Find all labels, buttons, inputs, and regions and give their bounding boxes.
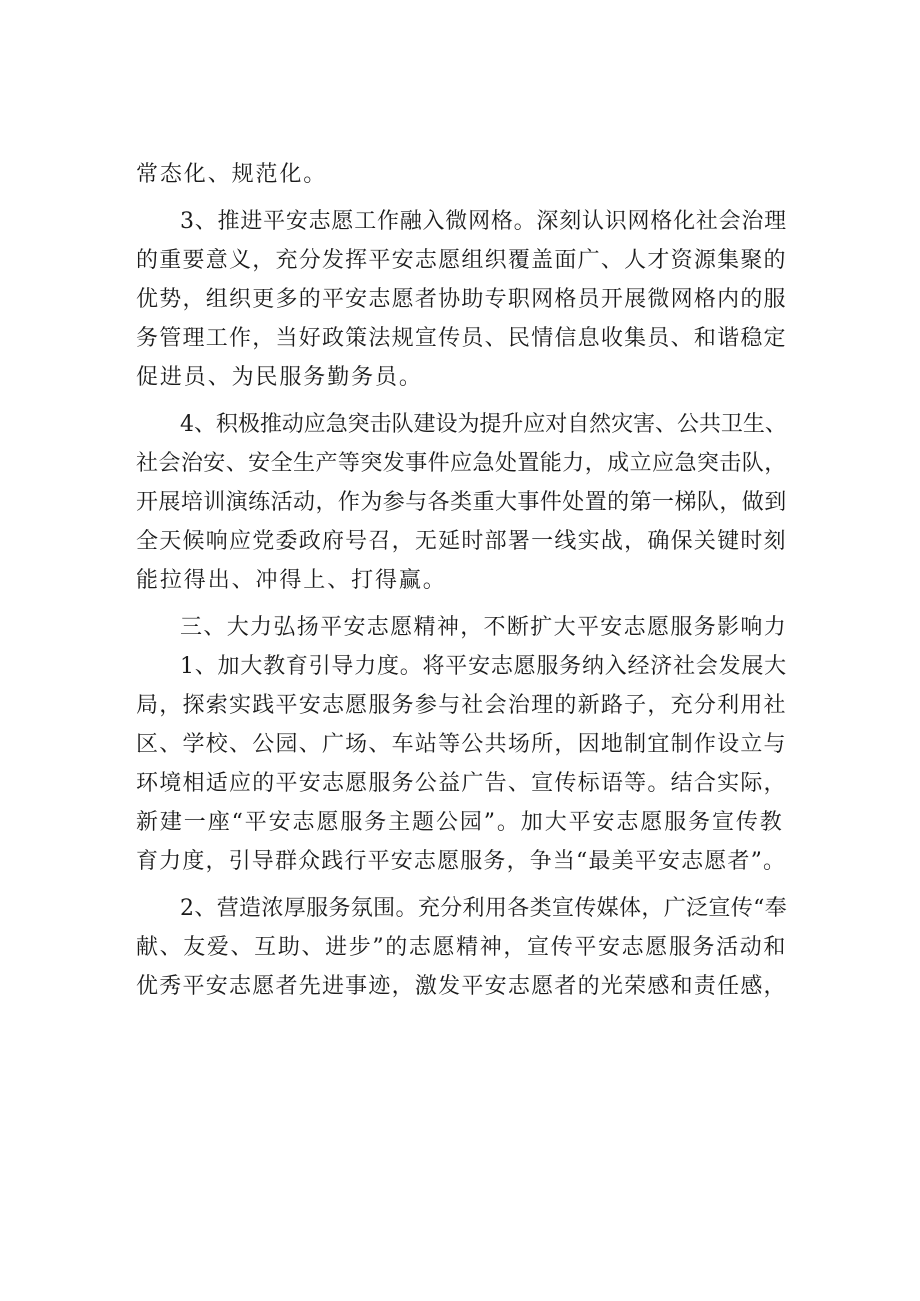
text-line: 2、营造浓厚服务氛围。充分利用各类宣传媒体，广泛宣传“奉 (180, 896, 788, 921)
document-body (136, 155, 788, 1006)
paragraph-education-guidance (136, 647, 788, 881)
text-line: 开展培训演练活动，作为参与各类重大事件处置的第一梯队，做到 (136, 490, 787, 515)
text-line: 局，探索实践平安志愿服务参与社会治理的新路子，充分利用社 (136, 693, 787, 718)
text-line: 3、推进平安志愿工作融入微网格。深刻认识网格化社会治理 (180, 209, 787, 234)
text-line: 环境相适应的平安志愿服务公益广告、宣传标语等。结合实际， (136, 771, 787, 796)
text-line: 1、加大教育引导力度。将平安志愿服务纳入经济社会发展大 (180, 654, 787, 679)
text-line: 献、友爱、互助、进步”的志愿精神，宣传平安志愿服务活动和 (136, 935, 788, 960)
text-line: 全天候响应党委政府号召，无延时部署一线实战，确保关键时刻 (136, 529, 787, 554)
paragraph-service-atmosphere (136, 889, 788, 1006)
text-line: 优秀平安志愿者先进事迹，激发平安志愿者的光荣感和责任感， (136, 974, 787, 999)
text-line: 能拉得出、冲得上、打得赢。 (136, 568, 447, 593)
section-heading-three (136, 608, 788, 647)
text-line: 社会治安、安全生产等突发事件应急处置能力，成立应急突击队， (136, 451, 787, 476)
text-line: 优势，组织更多的平安志愿者协助专职网格员开展微网格内的服 (136, 287, 787, 312)
paragraph-emergency-team (136, 405, 788, 600)
text-line: 务管理工作，当好政策法规宣传员、民情信息收集员、和谐稳定 (136, 326, 787, 351)
text-line: 区、学校、公园、广场、车站等公共场所，因地制宜制作设立与 (136, 732, 787, 757)
text-line: 4、积极推动应急突击队建设为提升应对自然灾害、公共卫生、 (180, 412, 787, 437)
text-line: 常态化、规范化。 (136, 162, 328, 187)
text-line: 促进员、为民服务勤务员。 (136, 365, 423, 390)
text-line: 的重要意义，充分发挥平安志愿组织覆盖面广、人才资源集聚的 (136, 248, 787, 273)
text-line: 三、大力弘扬平安志愿精神，不断扩大平安志愿服务影响力 (180, 615, 788, 640)
paragraph-micro-grid (136, 202, 788, 397)
text-line: 新建一座“平安志愿服务主题公园”。加大平安志愿服务宣传教 (136, 810, 784, 835)
text-line: 育力度，引导群众践行平安志愿服务，争当“最美平安志愿者”。 (136, 849, 787, 874)
paragraph-continuation (136, 155, 788, 194)
